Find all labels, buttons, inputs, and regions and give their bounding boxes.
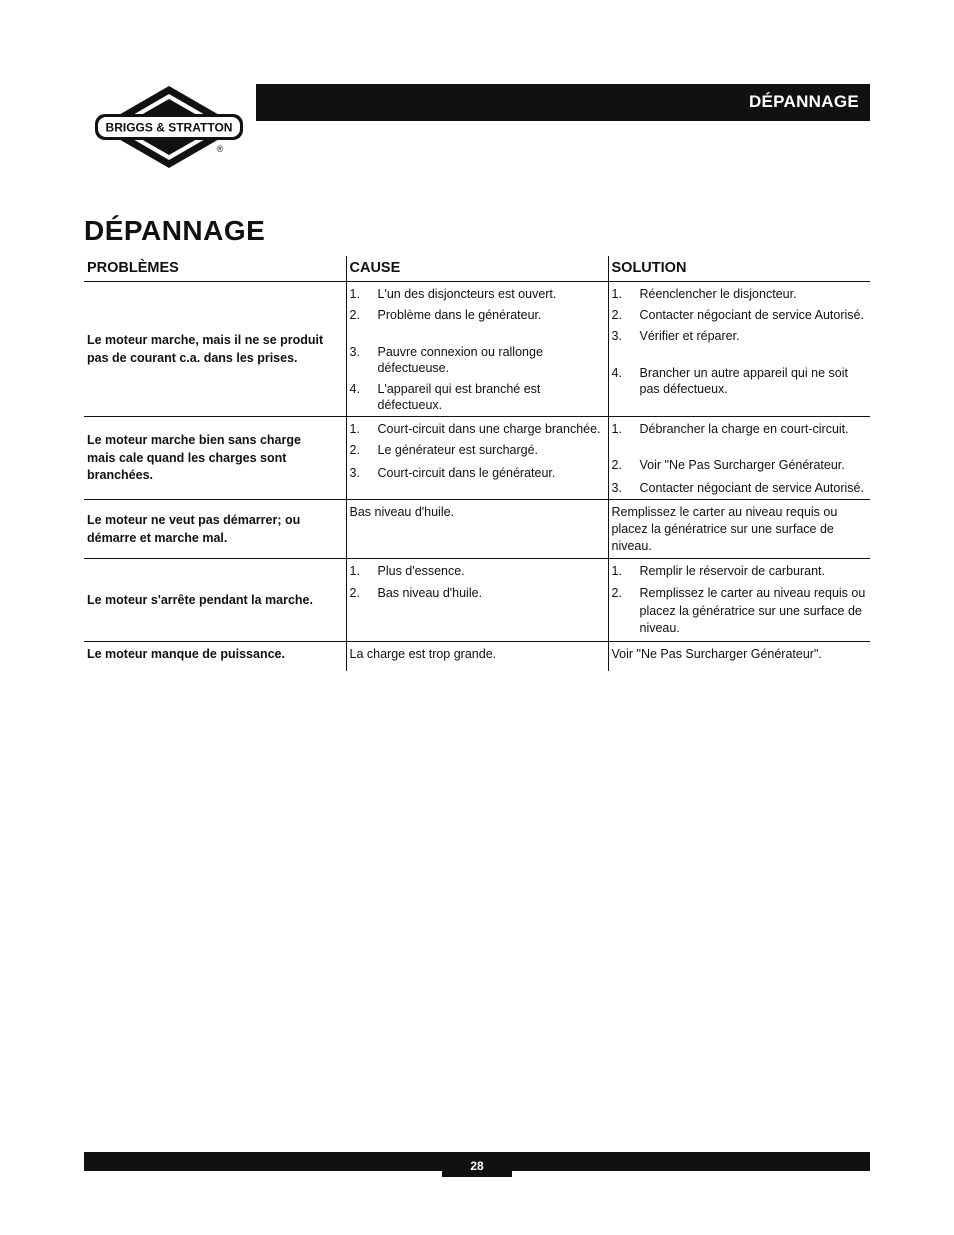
cause-cell [346,282,608,417]
solution-cell [608,559,870,642]
cause-item: 1. Court-circuit dans une charge branchée. [349,422,601,436]
cause-item: 3. Pauvre connexion ou rallonge défectueuse. [349,345,543,375]
page-title: DÉPANNAGE [84,215,266,246]
solution-item: 1. Remplir le réservoir de carburant. [611,564,825,578]
problem-cell: Le moteur s'arrête pendant la marche. [84,559,346,642]
cause-cell: La charge est trop grande. [346,641,608,671]
solution-item: 2. Voir "Ne Pas Surcharger Générateur. [611,458,845,472]
solution-item: 2. Remplissez le carter au niveau requis ou placez la génératrice sur une surface de niveau. [611,586,866,635]
header-problems: PROBLÈMES [84,256,346,282]
briggs-stratton-logo [94,84,244,170]
problem-cell: Le moteur marche bien sans charge mais cale quand les charges sont branchées. [84,417,346,500]
cause-cell [346,559,608,642]
solution-cell [608,282,870,417]
table-header-row [84,256,870,282]
solution-item: 3. Contacter négociant de service Autorisé. [611,481,864,495]
section-header-title: DÉPANNAGE [748,92,859,111]
cause-cell: Bas niveau d'huile. [346,500,608,559]
solution-item: 3. Vérifier et réparer. [611,329,740,343]
cause-item: 1. L'un des disjoncteurs est ouvert. [349,287,557,301]
solution-cell [608,417,870,500]
solution-item: 1. Débrancher la charge en court-circuit. [611,422,849,436]
cause-item: 1. Plus d'essence. [349,564,465,578]
table-row [84,641,870,671]
header-cause: CAUSE [346,256,608,282]
solution-item: 2. Contacter négociant de service Autorisé. [611,308,864,322]
table-row [84,417,870,500]
problem-cell: Le moteur manque de puissance. [87,646,285,661]
table-row [84,559,870,642]
header-solution: SOLUTION [608,256,870,282]
page-number: 28 [442,1152,512,1177]
troubleshooting-table [84,256,870,671]
cause-item: 3. Court-circuit dans le générateur. [349,466,556,480]
logo-wordmark: BRIGGS & STRATTON [105,120,233,135]
solution-item: 4. Brancher un autre appareil qui ne soit pas défectueux. [611,366,848,396]
solution-item: 1. Réenclencher le disjoncteur. [611,287,797,301]
solution-cell: Voir "Ne Pas Surcharger Générateur". [608,641,870,671]
section-header-bar [256,84,870,121]
cause-item: 2. Bas niveau d'huile. [349,586,483,600]
cause-item: 2. Le générateur est surchargé. [349,443,539,457]
problem-cell: Le moteur ne veut pas démarrer; ou démarre et marche mal. [84,500,346,559]
cause-item: 2. Problème dans le générateur. [349,308,542,322]
solution-cell: Remplissez le carter au niveau requis ou placez la génératrice sur une surface de niveau. [608,500,870,559]
registered-mark: ® [216,144,224,154]
problem-cell: Le moteur marche, mais il ne se produit pas de courant c.a. dans les prises. [84,282,346,417]
table-row [84,500,870,559]
cause-item: 4. L'appareil qui est branché est défectueux. [349,382,541,412]
cause-cell [346,417,608,500]
table-row [84,282,870,417]
